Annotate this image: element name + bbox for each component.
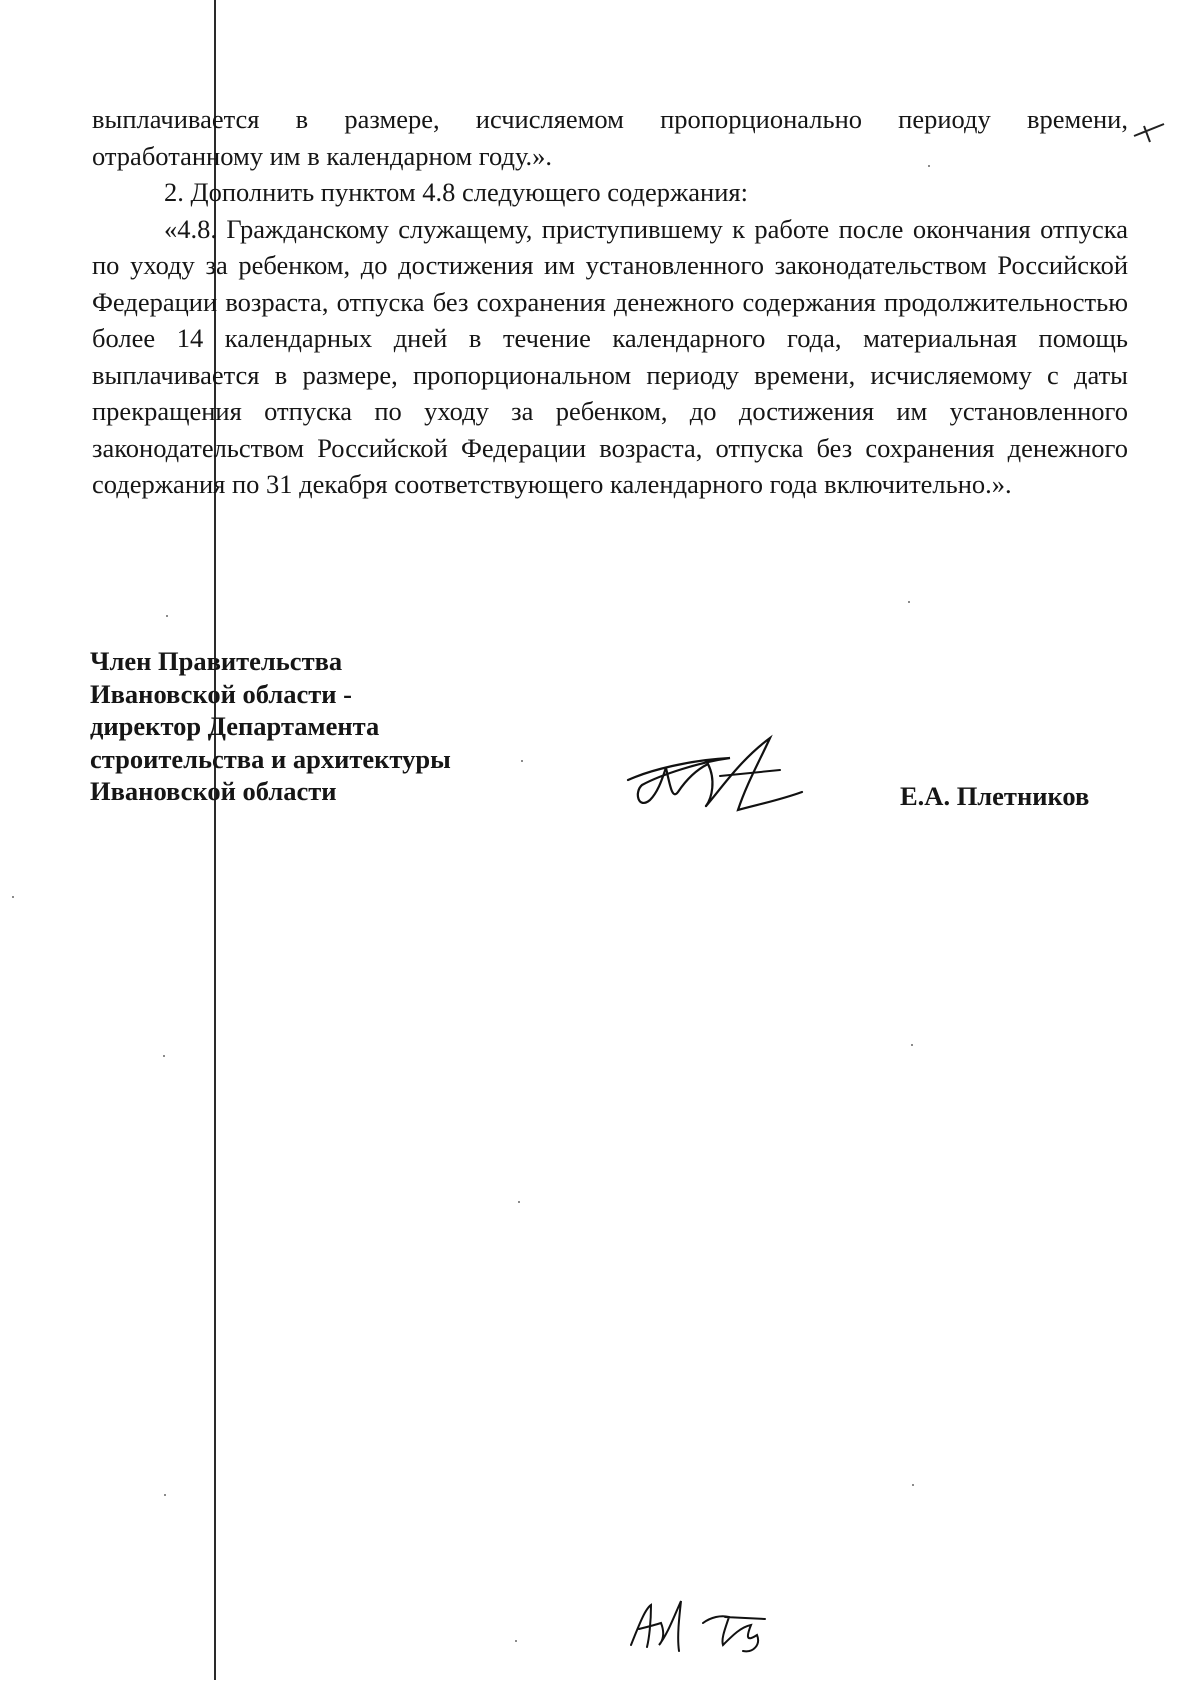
paragraph-continuation: выплачивается в размере, исчисляемом пропорционально периоду времени, отработанному им в календарном году.». [92,104,1128,171]
signatory-title-line: Ивановской области - [90,678,352,709]
scan-speck [908,601,910,603]
signatory-title-line: строительства и архитектуры [90,743,451,774]
signatory-title [90,645,451,808]
scan-speck [911,1044,913,1046]
signatory-name: Е.А. Плетников [900,781,1090,811]
handwritten-tick-mark [1130,116,1170,146]
document-body [92,101,1128,503]
paragraph-clause-4-8: «4.8. Гражданскому служащему, приступившему к работе после окончания отпуска по уходу за ребенком, до достижения им установленного законодательством Российской Федерации возраста, отпуска без сохранения денежного содержания продолжительностью более 14 календарных дней в течение календарного года, материальная помощь выплачивается в размере, пропорциональном периоду времени, исчисляемому с даты прекращения отпуска по уходу за ребенком, до достижения им установленного законодательством Российской Федерации возраста, отпуска без сохранения денежного содержания по 31 декабря соответствующего календарного года включительно.». [92,213,1128,499]
scan-speck [164,1494,166,1496]
signatory-title-line: директор Департамента [90,711,380,741]
scan-speck [163,1055,165,1057]
scan-speck [12,896,14,898]
scan-speck [518,1201,520,1203]
scan-speck [912,1484,914,1486]
scan-speck [515,1640,517,1642]
handwritten-signature [620,730,820,820]
signatory-title-line: Член Правительства [90,646,343,676]
paragraph-item-2: 2. Дополнить пунктом 4.8 следующего содержания: [164,177,748,207]
scan-speck [928,165,930,167]
scan-speck [166,615,168,617]
signatory-title-line: Ивановской области [90,776,337,806]
scan-speck [521,760,523,762]
handwritten-initials [625,1595,785,1655]
